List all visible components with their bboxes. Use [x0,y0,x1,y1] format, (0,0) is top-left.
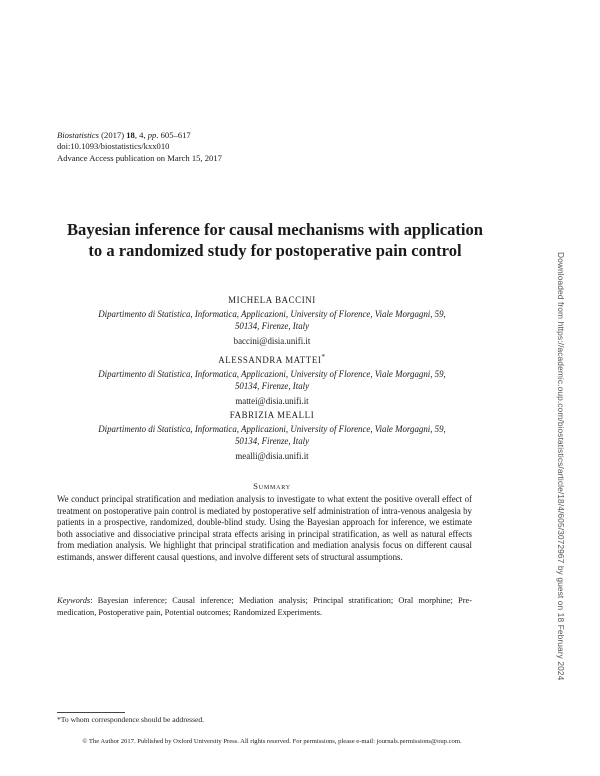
abstract-text: We conduct principal stratification and mediation analysis to investigate to what extent the positive overall effect of treatment on postoperative pain control is mediated by postoperative self administration of intra-venous analgesia by patients in a prospective, randomized, double-blind study. Using the Bayesian approach for inference, we estimate both associative and dissociative principal strata effects arising in principal stratification, as well as natural effects from mediation analysis. We highlight that principal stratification and mediation analysis focus on different causal estimands, answer different causal questions, and involve different sets of structural assumptions. [57,494,472,562]
footnote: *To whom correspondence should be addressed. [57,715,205,724]
keywords [57,595,472,618]
page-range: 605–617 [158,130,191,140]
author-name: FABRIZIA MEALLI [229,410,315,420]
advance-access-line: Advance Access publication on March 15, 2017 [57,152,222,163]
affiliation-line: Dipartimento di Statistica, Informatica, Applicazioni, University of Florence, Viale Morgagni, 59, [98,309,446,319]
author-name-text: ALESSANDRA MATTEI [218,354,322,365]
affiliation-line: 50134, Firenze, Italy [234,435,310,446]
author-affiliation [57,309,487,332]
affiliation-line: Dipartimento di Statistica, Informatica, Applicazioni, University of Florence, Viale Morgagni, 59, [98,424,446,434]
author-block-2 [57,351,487,407]
author-name: MICHELA BACCINI [228,295,316,305]
author-affiliation [57,424,487,447]
doi-line[interactable]: doi:10.1093/biostatistics/kxx010 [57,141,170,152]
footnote-divider [57,712,125,713]
author-affiliation [57,369,487,392]
keywords-text: : Bayesian inference; Causal inference; Mediation analysis; Principal stratification; Oral morphine; Pre-medication, Postoperative pain, Potential outcomes; Randomized Experiments. [57,596,472,617]
affiliation-line: Dipartimento di Statistica, Informatica, Applicazioni, University of Florence, Viale Morgagni, 59, [98,368,446,379]
summary-heading: Summary [253,481,291,491]
author-email[interactable]: baccini@disia.unifi.it [233,336,311,347]
article-header [57,130,222,164]
pages-prefix: pp. [147,130,159,140]
author-email[interactable]: mattei@disia.unifi.it [235,396,309,407]
author-block-3 [57,409,487,462]
author-block-1 [57,294,487,347]
journal-name: Biostatistics [57,130,100,140]
issue-number: , 4, [134,130,148,140]
affiliation-line: 50134, Firenze, Italy [234,320,310,331]
article-title: Bayesian inference for causal mechanisms with application to a randomized study for postoperative pain control [66,220,484,261]
download-watermark: Downloaded from https://academic.oup.com/biostatistics/article/18/4/605/3072967 by guest on 18 February 2024 [556,252,566,681]
copyright-notice: © The Author 2017. Published by Oxford University Press. All rights reserved. For permissions, please e-mail: journals.permissions@oup.com. [82,738,462,745]
author-name [57,351,487,366]
keywords-label: Keywords [57,596,91,605]
affiliation-line: 50134, Firenze, Italy [234,380,310,391]
volume-number: 18 [126,130,135,140]
author-email[interactable]: mealli@disia.unifi.it [235,451,309,462]
citation-year: (2017) [99,130,127,140]
citation-line [57,130,222,141]
corresponding-author-mark: * [321,352,326,361]
